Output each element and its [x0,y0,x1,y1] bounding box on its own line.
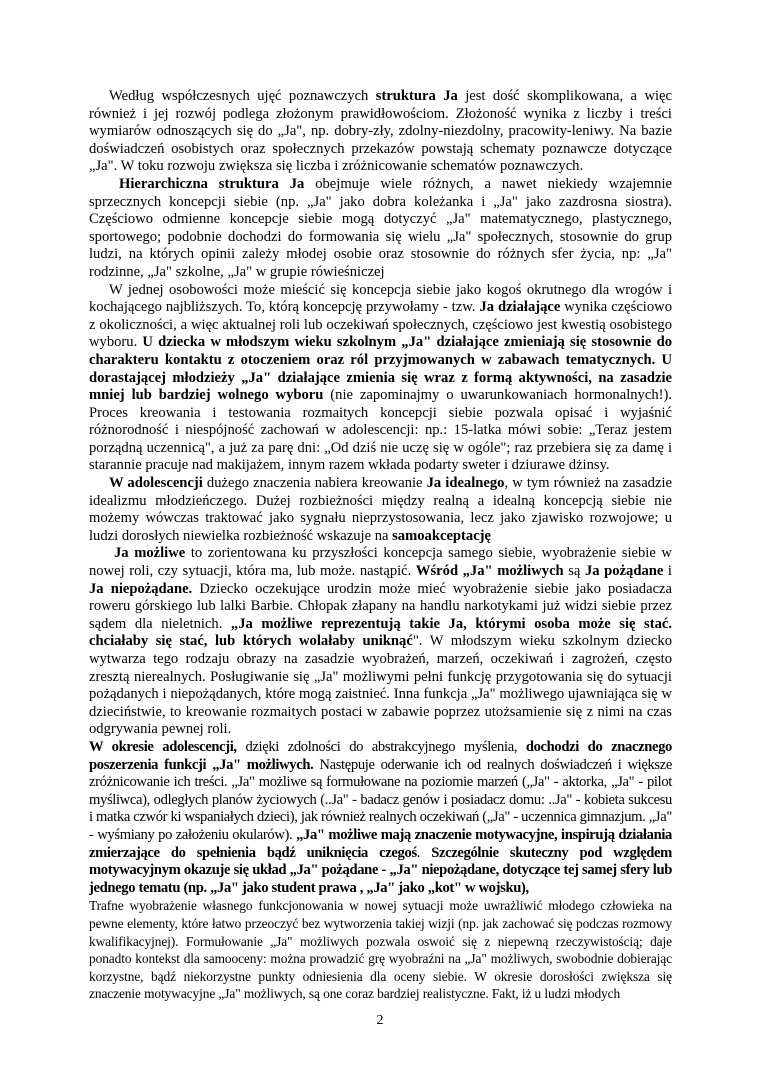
bold-text-run: U dziecka w młodszym wieku szkolnym „Ja" działające zmieniają się stosownie do charakteru kontaktu z otoczeniem oraz ról przyjmowanych w zabawach tematycznych. U dorastającej młodzieży „Ja" działające zmienia się wraz z formą aktywności, na zasadzie mniej lub bardziej wolnego wyboru [89,334,672,404]
page-number: 2 [376,1013,384,1028]
bold-text-run: W okresie adolescencji, [89,738,237,755]
bold-text-run: Hierarchiczna struktura Ja [119,175,305,192]
text-run: Według współczesnych ujęć poznawczych [109,88,376,104]
bold-text-run: Ja działające [479,299,561,316]
text-run: ". W młodszym wieku szkolnym dziecko wytwarza tego rodzaju obrazy na zasadzie wyobrażeń, marzeń, oczekiwań i zagrożeń, często zresztą nierealnych. Posługiwanie się „Ja" możliwymi pełni funkcję przygotowania się do sytuacji pożądanych i niepożądanych, które mogą zaistnieć. Inna funkcja „Ja" możliwego ujawniająca się w dzieciństwie, to kreowanie rozmaitych postaci w zabawie poprzez utożsamienie się z nimi na czas odgrywania pewnej roli. [89,633,672,738]
bold-text-run: „Ja możliwe reprezentują takie Ja, którymi osoba może się stać. chciałaby się stać, lub których wolałaby uniknąć [89,615,672,650]
paragraph-ja-dzialajace [89,282,672,476]
bold-text-run: dochodzi do znacznego poszerzenia funkcji „Ja" możliwych. [89,738,672,773]
text-run: jest dość skomplikowana, a więc również i jej rozwój podlega złożonym prawidłowościom. Złożoność wynika z liczby i treści wymiarów odnoszących się do „Ja", np. dobry-zły, zdolny-niezdolny, pracowity-leniwy. Na bazie doświadczeń osobistych oraz społecznych przekazów powstają schematy poznawcze dotyczące „Ja". W toku rozwoju zwiększa się liczba i zróżnicowanie schematów poznawczych. [89,88,672,175]
bold-text-run: Ja pożądane [584,563,664,580]
text-run: to zorientowana ku przyszłości koncepcja samego siebie, wyobrażenie siebie w nowej roli, czy sytuacji, która ma, lub może. nastąpić. [89,545,672,580]
text-run: W jednej osobowości może mieścić się koncepcja siebie jako kogoś okrutnego dla wrogów i kochającego najbliższych. To, którą koncepcję przywołamy - tzw. [89,281,672,316]
text-run: obejmuje wiele różnych, a nawet niekiedy wzajemnie sprzecznych koncepcji siebie (np. „Ja" jako dobra koleżanka i „Ja" jako zazdrosna siostra). Częściowo odmienne koncepcje siebie mogą dotyczyć „Ja" matematycznego, plastycznego, sportowego; podobnie dochodzi do formowania się wielu „Ja" społecznych, stosownie do grup ludzi, na których opinii zależy młodej osobie oraz stosownie do różnych sfer życia, np: „Ja" rodzinne, „Ja" szkolne, „Ja" w grupie rówieśniczej [89,175,672,280]
bold-text-run: Ja możliwe [114,545,186,562]
document-body [89,88,672,1003]
paragraph-struktura-ja [89,88,672,176]
paragraph-ja-mozliwe [89,545,672,739]
bold-text-run: „Ja" możliwe mają znaczenie motywacyjne, inspirują działania zmierzające do spełnienia bądź uniknięcia czegoś [89,826,672,861]
text-run: dzięki zdolności do abstrakcyjnego myślenia, [236,738,526,755]
text-run: , w tym również na zasadzie idealizmu młodzieńczego. Dużej rozbieżności między realną a idealną koncepcją siebie nie możemy wówczas traktować jako sygnału nieprzystosowania, lecz jako zjawisko rozwojowe; u ludzi dorosłych niewielka rozbieżność wskazuje na [89,475,672,544]
text-run: i [663,563,672,580]
text-run: dużego znaczenia nabiera kreowanie [202,475,427,492]
text-run: są [563,563,585,580]
text-run: . [416,844,432,861]
bold-text-run: samoakceptację [392,527,492,544]
bold-text-run: W adolescencji [109,475,203,492]
bold-text-run: Ja idealnego [426,475,505,492]
text-run: wynika częściowo z okoliczności, a więc aktualnej roli lub oczekiwań społecznych, częściowo jest kwestią osobistego wyboru. [89,299,672,351]
paragraph-trafne-wyobrazenie [89,897,672,1003]
text-run: Następuje oderwanie ich od realnych doświadczeń i większe zróżnicowanie ich treści. „Ja" możliwe są formułowane na poziomie marzeń („Ja" - aktorka, „Ja" - pilot myśliwca), odległych planów życiowych (..Ja" - badacz genów i posiadacz domu: ..Ja" - kobieta sukcesu i matka czwór ki wspaniałych dzieci), jak również realnych oczekiwań („Ja" - uczennica gimnazjum. „Ja" - wyśmiany po założeniu okularów). [89,756,673,843]
paragraph-hierarchiczna-struktura [89,176,672,282]
bold-text-run: Wśród „Ja" możliwych [415,563,564,580]
bold-text-run: Ja niepożądane. [89,580,193,597]
bold-text-run: Szczególnie skuteczny pod względem motywacyjnym okazuje się układ „Ja" pożądane - „Ja" niepożądane, dotyczące tej samej sfery lub jednego tematu (np. „Ja" jako student prawa , „Ja" jako „kot" w wojsku), [89,844,672,896]
bold-text-run: struktura Ja [375,88,458,104]
paragraph-ja-idealne [89,475,672,545]
text-run: (nie zapominajmy o uwarunkowaniach hormonalnych!). Proces kreowania i testowania rozmaitych koncepcji siebie pozwala opisać i wyjaśnić różnorodność i niespójność zachowań w adolescencji: np.: 15-latka mówi sobie: „Teraz jestem porządną uczennicą", a już za parę dni: „Od dziś nie uczę się w ogóle"; raz przebiera się za damę i starannie pracuje nad makijażem, innym razem wkłada podarty sweter i dziurawe dżinsy. [89,387,672,474]
paragraph-okres-adolescencji [89,739,672,897]
text-run: Trafne wyobrażenie własnego funkcjonowania w nowej sytuacji może uwrażliwić młodego człowieka na pewne elementy, które łatwo przeoczyć bez wytworzenia takiej wizji (np. jak zachować się podczas rozmowy kwalifikacyjnej). Formułowanie „Ja" możliwych pozwala oswoić się z niepewną rzeczywistością; daje ponadto kontekst dla samooceny: można prowadzić grę wyobraźni na „Ja" możliwych, swobodnie dobierając korzystne, bądź niekorzystne punkty odniesienia dla oceny siebie. W okresie dorosłości zwiększa się znaczenie motywacyjne „Ja" możliwych, są one coraz bardziej realistyczne. Fakt, iż u ludzi młodych [89,898,672,1002]
text-run: Dziecko oczekujące urodzin może mieć wyobrażenie siebie jako posiadacza roweru górskiego lub lalki Barbie. Chłopak złapany na handlu narkotykami już widzi siebie przez sądem dla nieletnich. [89,580,673,632]
